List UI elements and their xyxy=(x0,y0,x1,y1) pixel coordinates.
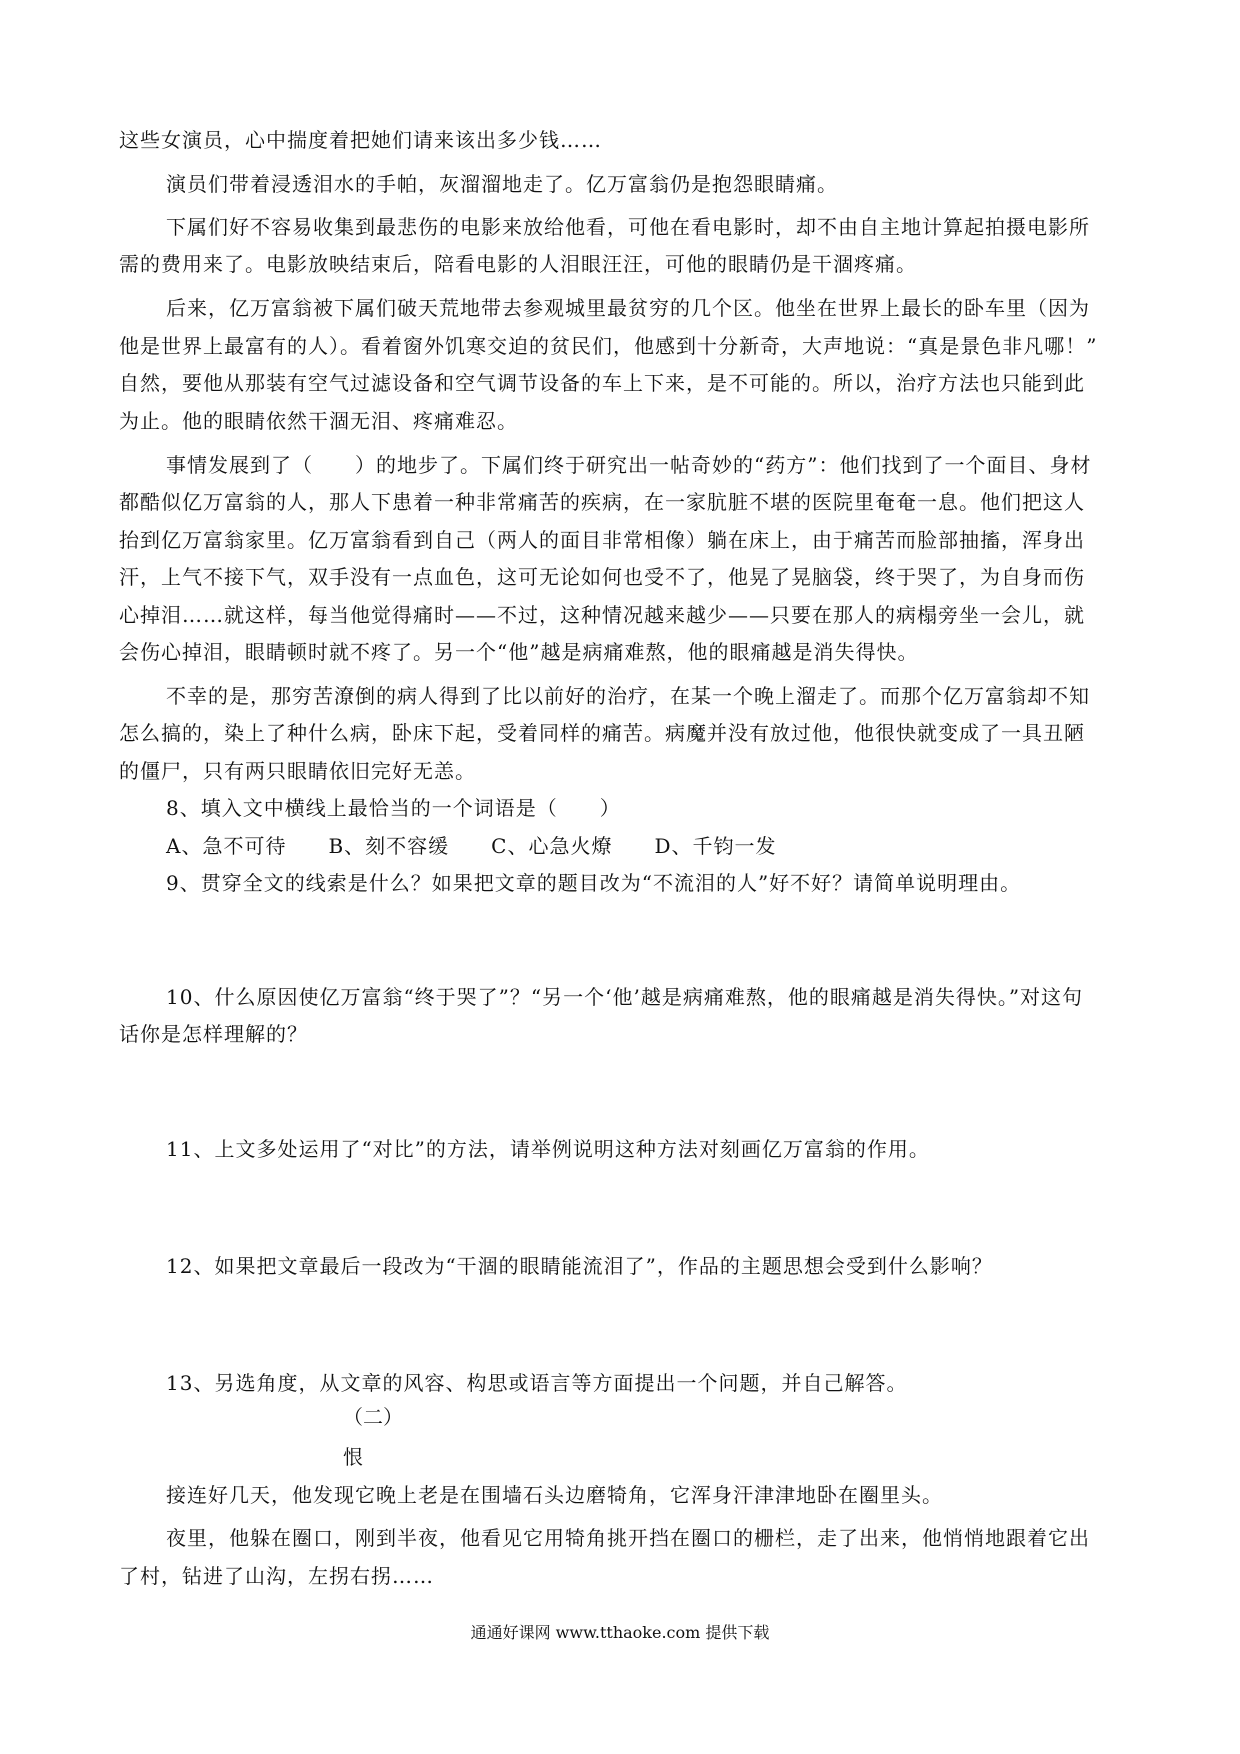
paragraph-line: 演员们带着浸透泪水的手帕，灰溜溜地走了。亿万富翁仍是抱怨眼睛痛。 xyxy=(166,172,838,196)
paragraph-line: 不幸的是，那穷苦潦倒的病人得到了比以前好的治疗，在某一个晚上溜走了。而那个亿万富翁却不知 xyxy=(166,684,1090,708)
story-title: 恨 xyxy=(343,1445,363,1469)
paragraph-line: 事情发展到了（ ）的地步了。下属们终于研究出一帖奇妙的“药方”：他们找到了一个面目、身材 xyxy=(166,453,1092,477)
paragraph-line: 后来，亿万富翁被下属们破天荒地带去参观城里最贫穷的几个区。他坐在世界上最长的卧车里（因为 xyxy=(166,296,1090,320)
question-10-continued: 话你是怎样理解的？ xyxy=(119,1022,308,1046)
paragraph-line: 汗，上气不接下气，双手没有一点血色，这可无论如何也受不了，他晃了晃脑袋，终于哭了，为自身而伤 xyxy=(119,565,1085,589)
section-number: （二） xyxy=(343,1405,403,1429)
paragraph-line: 下属们好不容易收集到最悲伤的电影来放给他看，可他在看电影时，却不由自主地计算起拍摄电影所 xyxy=(166,215,1090,239)
paragraph-line: 的僵尸，只有两只眼睛依旧完好无恙。 xyxy=(119,759,476,783)
paragraph-line: 会伤心掉泪，眼睛顿时就不疼了。另一个“他”越是病痛难熬，他的眼痛越是消失得快。 xyxy=(119,640,919,664)
paragraph-line: 这些女演员，心中揣度着把她们请来该出多少钱…… xyxy=(119,128,602,152)
paragraph-line: 为止。他的眼睛依然干涸无泪、疼痛难忍。 xyxy=(119,409,518,433)
question-8-options: A、急不可待 B、刻不容缓 C、心急火燎 D、千钧一发 xyxy=(166,834,777,858)
paragraph-line: 心掉泪……就这样，每当他觉得痛时——不过，这种情况越来越少——只要在那人的病榻旁坐一会儿，就 xyxy=(119,603,1085,627)
paragraph-line: 都酷似亿万富翁的人，那人下患着一种非常痛苦的疾病，在一家肮脏不堪的医院里奄奄一息。他们把这人 xyxy=(119,490,1085,514)
question-9: 9、贯穿全文的线索是什么？如果把文章的题目改为“不流泪的人”好不好？请简单说明理由。 xyxy=(166,871,1022,895)
paragraph-line: 了村，钻进了山沟，左拐右拐…… xyxy=(119,1564,434,1588)
question-13: 13、另选角度，从文章的风容、构思或语言等方面提出一个问题，并自己解答。 xyxy=(166,1371,908,1395)
paragraph-line: 怎么搞的，染上了种什么病，卧床下起，受着同样的痛苦。病魔并没有放过他，他很快就变成了一具丑陋 xyxy=(119,721,1085,745)
paragraph-line: 接连好几天，他发现它晚上老是在围墙石头边磨犄角，它浑身汗津津地卧在圈里头。 xyxy=(166,1483,943,1507)
question-11: 11、上文多处运用了“对比”的方法，请举例说明这种方法对刻画亿万富翁的作用。 xyxy=(166,1137,930,1161)
question-8: 8、填入文中横线上最恰当的一个词语是（ ） xyxy=(166,796,621,820)
question-10: 10、什么原因使亿万富翁“终于哭了”？“另一个‘他’越是病痛难熬，他的眼痛越是消失得快。”对这句 xyxy=(166,985,1084,1009)
paragraph-line: 抬到亿万富翁家里。亿万富翁看到自己（两人的面目非常相像）躺在床上，由于痛苦而脸部抽搐，浑身出 xyxy=(119,528,1085,552)
footer-credit: 通通好课网 www.tthaoke.com 提供下载 xyxy=(470,1623,770,1642)
paragraph-line: 他是世界上最富有的人）。看着窗外饥寒交迫的贫民们，他感到十分新奇，大声地说：“真是景色非凡哪！” xyxy=(119,334,1098,358)
paragraph-line: 需的费用来了。电影放映结束后，陪看电影的人泪眼汪汪，可他的眼睛仍是干涸疼痛。 xyxy=(119,252,917,276)
question-12: 12、如果把文章最后一段改为“干涸的眼睛能流泪了”，作品的主题思想会受到什么影响？ xyxy=(166,1254,993,1278)
paragraph-line: 自然，要他从那装有空气过滤设备和空气调节设备的车上下来，是不可能的。所以，治疗方法也只能到此 xyxy=(119,371,1085,395)
paragraph-line: 夜里，他躲在圈口，刚到半夜，他看见它用犄角挑开挡在圈口的栅栏，走了出来，他悄悄地跟着它出 xyxy=(166,1526,1090,1550)
